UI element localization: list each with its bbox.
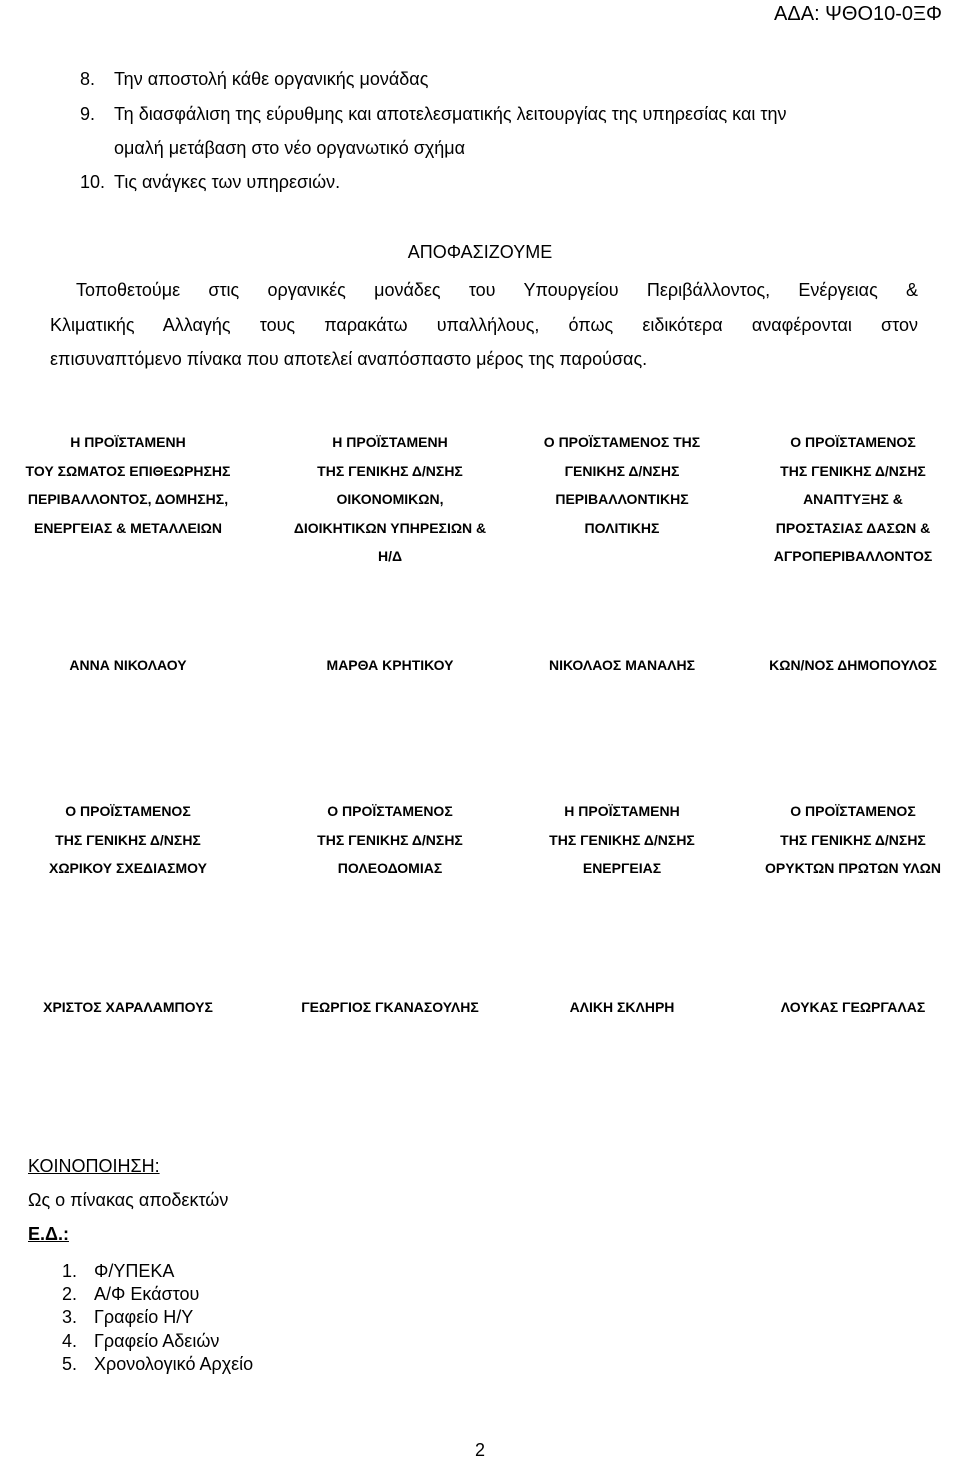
list-item-text: Γραφείο Αδειών (94, 1330, 220, 1351)
signatory-title-line: ΤΗΣ ΓΕΝΙΚΗΣ Δ/ΝΣΗΣ (780, 831, 926, 848)
list-item (62, 1330, 253, 1353)
signatory-title-line: ΓΕΝΙΚΗΣ Δ/ΝΣΗΣ (564, 462, 680, 479)
list-item-number: 4. (62, 1330, 78, 1351)
signatory-title-line: ΑΝΑΠΤΥΞΗΣ & (803, 491, 903, 507)
list-item (62, 1260, 253, 1283)
signatory-title-block (262, 797, 518, 883)
consideration-text: Την αποστολή κάθε οργανικής μονάδας (114, 69, 429, 89)
signatory-title-block (730, 428, 960, 571)
consideration-number: 8. (80, 69, 96, 89)
consideration-text: Τις ανάγκες των υπηρεσιών. (114, 172, 341, 192)
list-item-number: 1. (62, 1261, 78, 1281)
signatory-title-block (494, 797, 750, 883)
notification-text: Ως ο πίνακας αποδεκτών (28, 1190, 229, 1210)
list-item (62, 1283, 253, 1306)
signatory-title-block (0, 428, 256, 542)
list-item (62, 1306, 253, 1329)
signatory-title-line: ΔΙΟΙΚΗΤΙΚΩΝ ΥΠΗΡΕΣΙΩΝ & (293, 519, 487, 536)
signatory-title-line: Ο ΠΡΟΪΣΤΑΜΕΝΟΣ (65, 803, 191, 819)
signatory-name: ΑΛΙΚΗ ΣΚΛΗΡΗ (569, 999, 675, 1015)
decision-heading: ΑΠΟΦΑΣΙΖΟΥΜΕ (407, 242, 553, 262)
signatory-title-line: ΤΗΣ ΓΕΝΙΚΗΣ Δ/ΝΣΗΣ (317, 462, 463, 479)
signatory-title-line: Ο ΠΡΟΪΣΤΑΜΕΝΟΣ (790, 803, 916, 819)
signatory-title-line: ΤΟΥ ΣΩΜΑΤΟΣ ΕΠΙΘΕΩΡΗΣΗΣ (25, 462, 231, 479)
signatory-title-block (0, 797, 256, 883)
notification-heading: ΚΟΙΝΟΠΟΙΗΣΗ: (28, 1156, 160, 1176)
signatory-name: ΝΙΚΟΛΑΟΣ ΜΑΝΑΛΗΣ (548, 657, 696, 673)
signatory-title-line: ΠΟΛΙΤΙΚΗΣ (584, 519, 660, 536)
distribution-list (62, 1260, 253, 1376)
signatory-title-line: ΤΗΣ ΓΕΝΙΚΗΣ Δ/ΝΣΗΣ (780, 462, 926, 479)
signatory-title-line: Ο ΠΡΟΪΣΤΑΜΕΝΟΣ (790, 434, 916, 450)
list-item-number: 2. (62, 1284, 78, 1305)
signatory-title-line: ΤΗΣ ΓΕΝΙΚΗΣ Δ/ΝΣΗΣ (549, 831, 695, 848)
decision-line: Τοποθετούμε στις οργανικές μονάδες του Υπουργείου Περιβάλλοντος, Ενέργειας & (76, 280, 918, 300)
signatory-name: ΧΡΙΣΤΟΣ ΧΑΡΑΛΑΜΠΟΥΣ (43, 999, 213, 1015)
signatory-title-line: ΠΡΟΣΤΑΣΙΑΣ ΔΑΣΩΝ & (775, 519, 931, 536)
signatory-title-line: ΤΗΣ ΓΕΝΙΚΗΣ Δ/ΝΣΗΣ (317, 831, 463, 848)
consideration-number: 9. (80, 104, 96, 124)
page-number: 2 (474, 1440, 485, 1460)
signatory-title-line: Η ΠΡΟΪΣΤΑΜΕΝΗ (564, 803, 680, 819)
decision-line: επισυναπτόμενο πίνακα που αποτελεί αναπόσπαστο μέρος της παρούσας. (50, 349, 648, 369)
consideration-item (80, 171, 920, 193)
list-item-text: Χρονολογικό Αρχείο (94, 1353, 254, 1374)
signatory-title-line: Ο ΠΡΟΪΣΤΑΜΕΝΟΣ ΤΗΣ (543, 434, 701, 450)
signatory-title-line: ΠΕΡΙΒΑΛΛΟΝΤΙΚΗΣ (555, 491, 689, 507)
decision-line: Κλιματικής Αλλαγής τους παρακάτω υπαλλήλους, όπως ειδικότερα αναφέρονται στον (50, 315, 918, 335)
consideration-continuation: ομαλή μετάβαση στο νέο οργανωτικό σχήμα (114, 138, 466, 158)
list-item-number: 3. (62, 1307, 78, 1328)
signatory-name: ΜΑΡΘΑ ΚΡΗΤΙΚΟΥ (326, 657, 454, 673)
list-item-number: 5. (62, 1353, 78, 1374)
signatory-title-line: ΠΟΛΕΟΔΟΜΙΑΣ (337, 860, 443, 876)
consideration-number: 10. (80, 172, 106, 192)
list-item-text: Α/Φ Εκάστου (94, 1284, 200, 1305)
signatory-title-line: ΕΝΕΡΓΕΙΑΣ & ΜΕΤΑΛΛΕΙΩΝ (33, 519, 223, 536)
signatory-title-line: ΕΝΕΡΓΕΙΑΣ (582, 860, 662, 876)
signatory-title-line: Η ΠΡΟΪΣΤΑΜΕΝΗ (332, 434, 448, 450)
signatory-title-block (262, 428, 518, 571)
signatory-name: ΓΕΩΡΓΙΟΣ ΓΚΑΝΑΣΟΥΛΗΣ (301, 999, 479, 1015)
list-item-text: Φ/ΥΠΕΚΑ (94, 1261, 175, 1281)
signatory-name: ΚΩΝ/ΝΟΣ ΔΗΜΟΠΟΥΛΟΣ (769, 657, 937, 673)
signatory-title-line: ΧΩΡΙΚΟΥ ΣΧΕΔΙΑΣΜΟΥ (48, 860, 208, 876)
list-item-text: Γραφείο Η/Υ (94, 1307, 194, 1328)
ada-code: ΑΔΑ: ΨΘΟ10-0ΞΦ (774, 3, 942, 25)
internal-distribution-heading: Ε.Δ.: (28, 1224, 69, 1244)
signatory-name: ΛΟΥΚΑΣ ΓΕΩΡΓΑΛΑΣ (780, 999, 926, 1015)
consideration-text: Τη διασφάλιση της εύρυθμης και αποτελεσματικής λειτουργίας της υπηρεσίας και την (114, 104, 787, 124)
signatory-title-block (730, 797, 960, 883)
signatory-title-line: Ο ΠΡΟΪΣΤΑΜΕΝΟΣ (327, 803, 453, 819)
signatory-title-block (494, 428, 750, 542)
list-item (62, 1353, 253, 1376)
signatory-title-line: ΟΡΥΚΤΩΝ ΠΡΩΤΩΝ ΥΛΩΝ (765, 860, 941, 876)
signatory-title-line: ΑΓΡΟΠΕΡΙΒΑΛΛΟΝΤΟΣ (773, 548, 933, 564)
consideration-item (80, 103, 920, 125)
signatory-title-line: ΤΗΣ ΓΕΝΙΚΗΣ Δ/ΝΣΗΣ (55, 831, 201, 848)
signatory-name: ΑΝΝΑ ΝΙΚΟΛΑΟΥ (69, 657, 187, 673)
signatory-title-line: Η ΠΡΟΪΣΤΑΜΕΝΗ (70, 434, 186, 450)
signatory-title-line: ΠΕΡΙΒΑΛΛΟΝΤΟΣ, ΔΟΜΗΣΗΣ, (27, 491, 229, 507)
signatory-title-line: ΟΙΚΟΝΟΜΙΚΩΝ, (336, 491, 444, 507)
consideration-item (80, 68, 920, 90)
signatory-title-line: Η/Δ (377, 548, 403, 564)
